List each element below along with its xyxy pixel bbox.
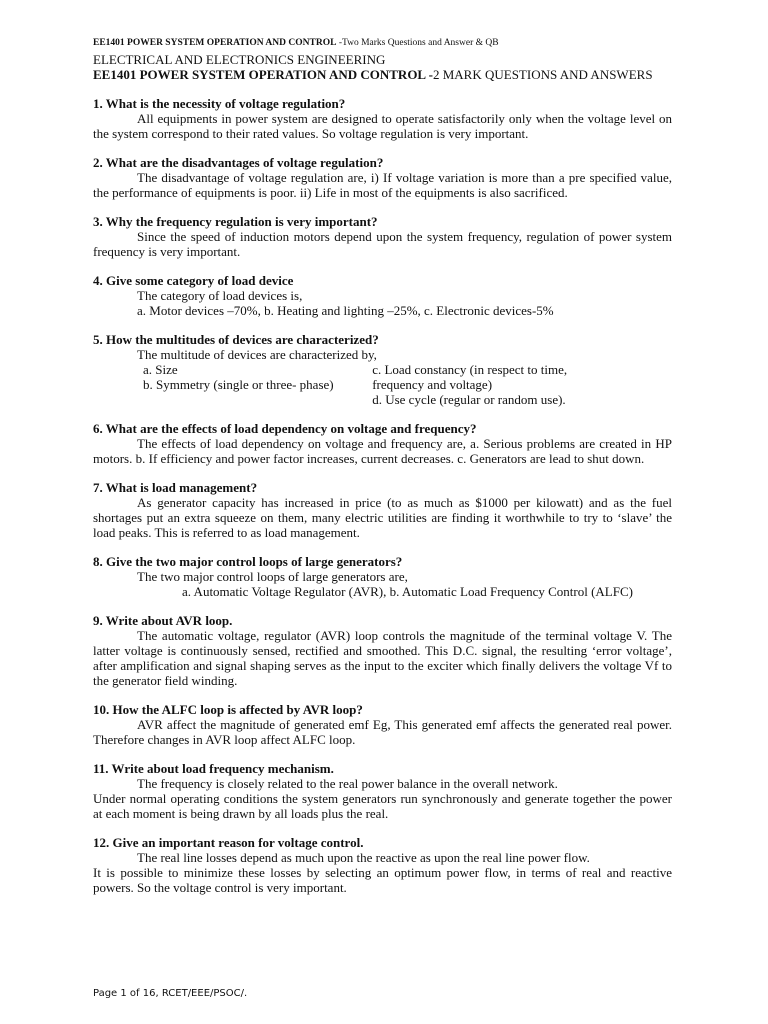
qa-item-1 [93, 96, 672, 141]
answer: The disadvantage of voltage regulation are, i) If voltage variation is more than a pre specified value, the performance of equipments is poor. ii) Life in most of the equipments is also sacrificed. [93, 170, 672, 200]
qa-item-7 [93, 480, 672, 540]
question: 2. What are the disadvantages of voltage regulation? [93, 155, 384, 170]
qa-item-9 [93, 613, 672, 688]
question: 7. What is load management? [93, 480, 258, 495]
question: 11. Write about load frequency mechanism. [93, 761, 334, 776]
running-header-title: EE1401 POWER SYSTEM OPERATION AND CONTROL [93, 38, 337, 48]
answer: The automatic voltage, regulator (AVR) loop controls the magnitude of the terminal voltage V. The latter voltage is continuously sensed, rectified and smoothed. This D.C. signal, the resulting ‘error voltage’, after amplification and signal shaping serves as the input to the exciter which finally delivers the voltage Vf to the generator field winding. [93, 628, 672, 688]
qa-item-5 [93, 332, 672, 407]
qa-item-11 [93, 761, 672, 821]
course-title [93, 67, 672, 82]
answer: Since the speed of induction motors depend upon the system frequency, regulation of power system frequency is very important. [93, 229, 672, 259]
answer-intro: The frequency is closely related to the real power balance in the overall network. [137, 776, 558, 791]
list-item: a. Size [143, 362, 178, 377]
page-footer: Page 1 of 16, RCET/EEE/PSOC/. [93, 988, 248, 999]
department-name: ELECTRICAL AND ELECTRONICS ENGINEERING [93, 52, 386, 67]
running-header [93, 37, 672, 49]
qa-item-2 [93, 155, 672, 200]
question: 5. How the multitudes of devices are characterized? [93, 332, 379, 347]
answer-columns [93, 362, 672, 407]
question: 4. Give some category of load device [93, 273, 294, 288]
list-item: c. Load constancy (in respect to time, [372, 362, 568, 377]
answer-body: Under normal operating conditions the system generators run synchronously and generate together the power at each moment is being drawn by all loads plus the real. [93, 791, 672, 821]
course-subtitle: 2 MARK QUESTIONS AND ANSWERS [432, 67, 653, 82]
running-header-suffix: -Two Marks Questions and Answer & QB [336, 38, 499, 48]
question: 8. Give the two major control loops of large generators? [93, 554, 403, 569]
question: 6. What are the effects of load dependency on voltage and frequency? [93, 421, 477, 436]
qa-item-6 [93, 421, 672, 466]
answer-list: a. Motor devices –70%, b. Heating and lighting –25%, c. Electronic devices-5% [137, 303, 554, 318]
answer-column-right [328, 362, 628, 407]
qa-item-8 [93, 554, 672, 599]
qa-item-4 [93, 273, 672, 318]
question: 3. Why the frequency regulation is very important? [93, 214, 378, 229]
document-page [93, 37, 672, 909]
list-item: b. Symmetry (single or three- phase) [143, 377, 334, 392]
answer-intro: The two major control loops of large generators are, [137, 569, 408, 584]
question: 12. Give an important reason for voltage control. [93, 835, 364, 850]
list-item: d. Use cycle (regular or random use). [372, 392, 566, 407]
answer: The effects of load dependency on voltage and frequency are, a. Serious problems are created in HP motors. b. If efficiency and power factor increases, current decreases. c. Generators are lead to shut down. [93, 436, 672, 466]
qa-item-12 [93, 835, 672, 895]
question: 10. How the ALFC loop is affected by AVR loop? [93, 702, 363, 717]
course-code-title: EE1401 POWER SYSTEM OPERATION AND CONTROL - [93, 67, 433, 82]
answer-body: It is possible to minimize these losses by selecting an optimum power flow, in terms of real and reactive powers. So the voltage control is very important. [93, 865, 672, 895]
qa-item-3 [93, 214, 672, 259]
qa-item-10 [93, 702, 672, 747]
answer-list: a. Automatic Voltage Regulator (AVR), b. Automatic Load Frequency Control (ALFC) [182, 584, 633, 599]
list-item-continuation: frequency and voltage) [372, 377, 493, 392]
answer-intro: The multitude of devices are characterized by, [137, 347, 377, 362]
answer: AVR affect the magnitude of generated emf Eg, This generated emf affects the generated real power. Therefore changes in AVR loop affect ALFC loop. [93, 717, 672, 747]
question: 1. What is the necessity of voltage regulation? [93, 96, 346, 111]
answer: All equipments in power system are designed to operate satisfactorily only when the voltage level on the system correspond to their rated values. So voltage regulation is very important. [93, 111, 672, 141]
question: 9. Write about AVR loop. [93, 613, 233, 628]
answer: As generator capacity has increased in price (to as much as $1000 per kilowatt) and as the fuel shortages put an extra squeeze on them, many electric utilities are finding it worthwhile to try to ‘slave’ the load peaks. This is referred to as load management. [93, 495, 672, 540]
answer-intro: The real line losses depend as much upon the reactive as upon the real line power flow. [137, 850, 590, 865]
answer-intro: The category of load devices is, [137, 288, 303, 303]
